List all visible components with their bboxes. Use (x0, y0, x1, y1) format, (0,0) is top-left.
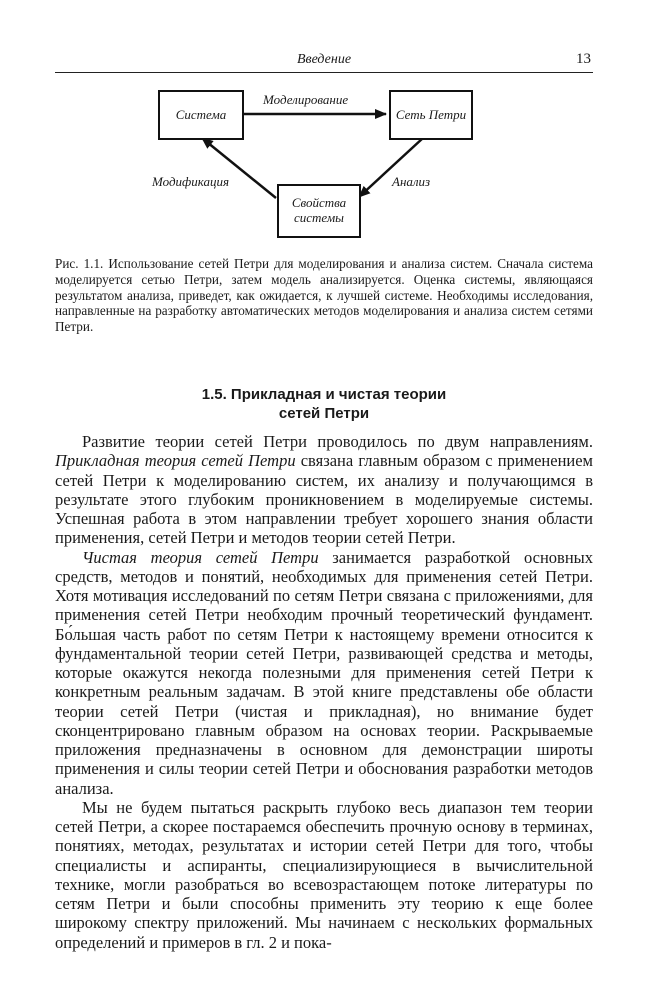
petri-net-label: Сеть Петри (395, 106, 467, 122)
section-heading (55, 385, 593, 423)
section-heading-line2: сетей Петри (278, 405, 370, 422)
analysis-label: Анализ (392, 174, 431, 189)
paragraph-2-rest: занимается разработкой основных средств, методов и понятий, необходимых для применения сетей Петри. Хотя мотивация исследований по сетям Петри связана с приложениями, для применения сетей Петри необходим прочный теоретический фундамент. Бо́льшая часть работ по сетям Петри к настоящему времени относится к фундаментальной теории сетей Петри, развивающей средства и методы, которые окажутся некогда полезными для применения сетей Петри к конкретным реальным задачам. В этой книге представлены обе области теории сетей Петри (чистая и прикладная), но внимание будет сконцентрировано главным образом на основах теории. Раскрываемые приложения предназначены в основном для демонстрации широты применения и силы теории сетей Петри и обоснования разработки методов анализа. (55, 547, 594, 798)
paragraph-1-lead: Развитие теории сетей Петри проводилось по двум направлениям. (82, 432, 593, 451)
section-body (55, 432, 593, 952)
header-chapter-title: Введение (296, 52, 352, 67)
system-box (158, 90, 244, 140)
figure-caption: Рис. 1.1. Использование сетей Петри для моделирования и анализа систем. Сначала система моделируется сетью Петри, затем модель анализируется. Оценка системы, являющаяся результатом анализа, приведет, как ожидается, к лучшей системе. Необходимы исследования, направленные на разработку автоматических методов моделирования и анализа систем сетями Петри. (55, 256, 593, 335)
page-number: 13 (576, 51, 591, 67)
modification-label: Модификация (152, 174, 230, 189)
figure-diagram (0, 80, 652, 240)
modeling-label: Моделирование (263, 92, 349, 107)
paragraph (55, 432, 593, 548)
pure-theory-term: Чистая теория сетей Петри (82, 547, 319, 567)
running-header (55, 50, 593, 73)
paragraph (55, 548, 593, 798)
petri-net-box (389, 90, 473, 140)
system-properties-box (277, 184, 361, 238)
system-label: Система (175, 106, 227, 122)
applied-theory-term: Прикладная теория сетей Петри (55, 451, 296, 471)
paragraph: Мы не будем пытаться раскрыть глубоко весь диапазон тем теории сетей Петри, а скорее постараемся обеспечить прочную основу в терминах, понятиях, методах, результатах и истории сетей Петри для того, чтобы специалисты и аспиранты, специализирующиеся в вычислительной технике, могли разобраться во всевозрастающем потоке литературы по сетям Петри и были способны применить эту теорию к еще более широкому спектру приложений. Мы начинаем с нескольких формальных определений и примеров в гл. 2 и пока- (55, 797, 593, 952)
paragraph-1-rest: связана главным образом с применением сетей Петри к моделированию систем, их анализу и получающимся в результате этого глубоким проникновением в моделируемые системы. Успешная работа в этом направлении требует хорошего знания области применения, сетей Петри и методов теории сетей Петри. (55, 451, 593, 548)
properties-label-line2: системы (294, 210, 344, 225)
section-heading-line1: 1.5. Прикладная и чистая теории (201, 386, 447, 403)
properties-label-line1: Свойства (291, 195, 347, 211)
